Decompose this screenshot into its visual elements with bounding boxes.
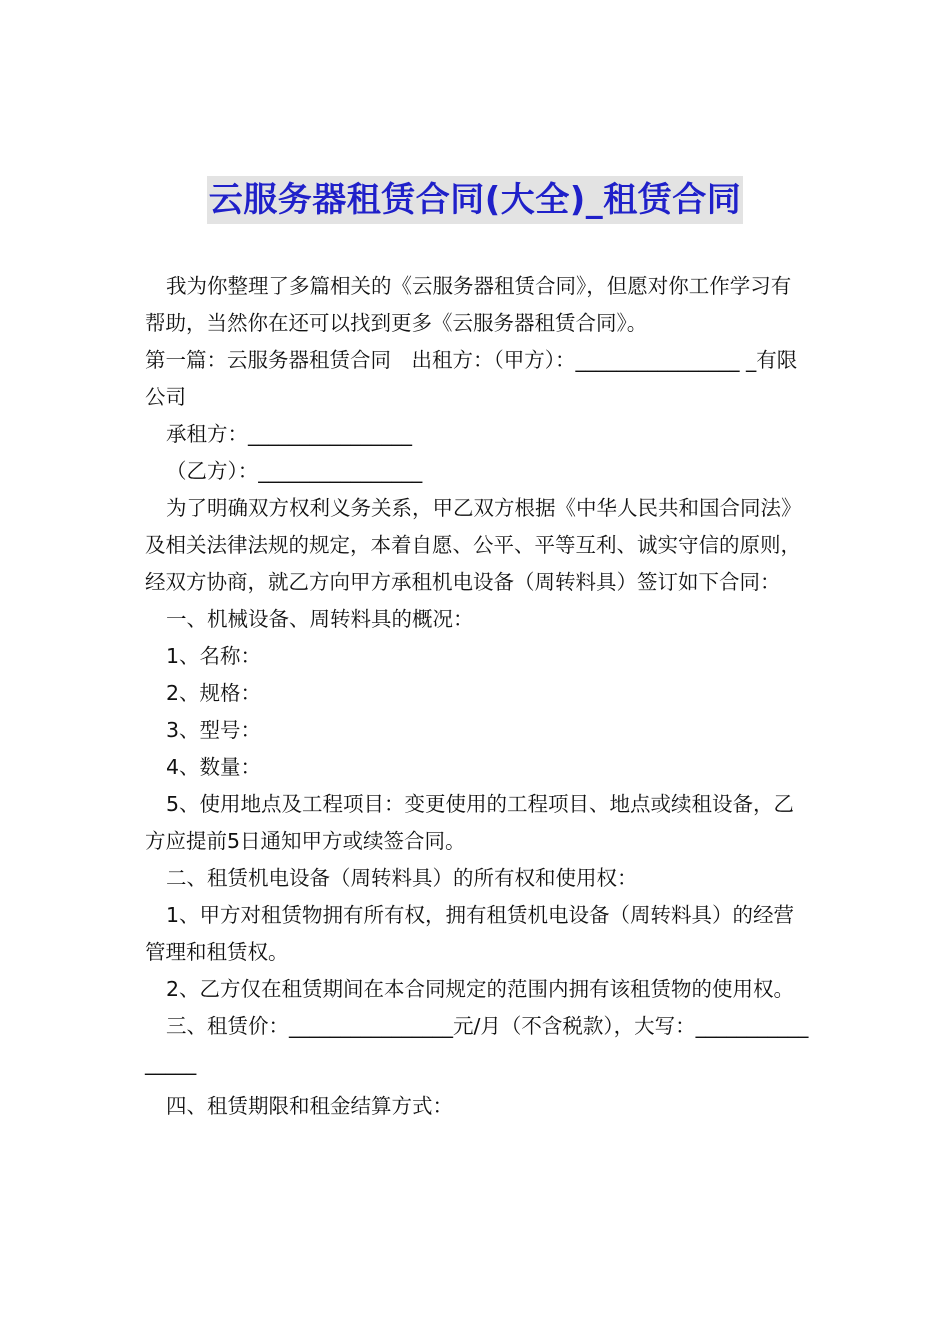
party-b-paragraph: （乙方）：________________ [166, 459, 423, 483]
document-title: 云服务器租赁合同(大全)_租赁合同 [207, 176, 744, 224]
item-quantity: 4、数量： [166, 755, 262, 779]
section-four-heading: 四、租赁期限和租金结算方式： [166, 1094, 453, 1118]
purpose-paragraph: 为了明确双方权利义务关系，甲乙双方根据《中华人民共和国合同法》及相关法律法规的规定，本着自愿、公平、平等互利、诚实守信的原则，经双方协商，就乙方向甲方承租机电设备（周转料具）签订如下合同： [145, 496, 802, 594]
item-name: 1、名称： [166, 644, 262, 668]
document-title-block [0, 176, 950, 224]
item-spec: 2、规格： [166, 681, 262, 705]
item-model: 3、型号： [166, 718, 262, 742]
section-two-heading: 二、租赁机电设备（周转料具）的所有权和使用权： [166, 866, 638, 890]
section-one-heading: 一、机械设备、周转料具的概况： [166, 607, 474, 631]
section-three-price: 三、租赁价：________________元/月（不含税款），大写：________________ [145, 1014, 809, 1075]
lessor-paragraph: 第一篇：云服务器租赁合同 出租方：（甲方）：________________ _有限公司 [145, 348, 798, 409]
usage-clause: 2、乙方仅在租赁期间在本合同规定的范围内拥有该租赁物的使用权。 [166, 977, 795, 1001]
intro-paragraph: 我为你整理了多篇相关的《云服务器租赁合同》，但愿对你工作学习有帮助，当然你在还可以找到更多《云服务器租赁合同》。 [145, 274, 792, 335]
item-location: 5、使用地点及工程项目：变更使用的工程项目、地点或续租设备，乙方应提前5日通知甲方或续签合同。 [145, 792, 795, 853]
lessee-paragraph: 承租方：________________ [166, 422, 412, 446]
ownership-clause: 1、甲方对租赁物拥有所有权，拥有租赁机电设备（周转料具）的经营管理和租赁权。 [145, 903, 795, 964]
document-body [145, 268, 810, 1125]
